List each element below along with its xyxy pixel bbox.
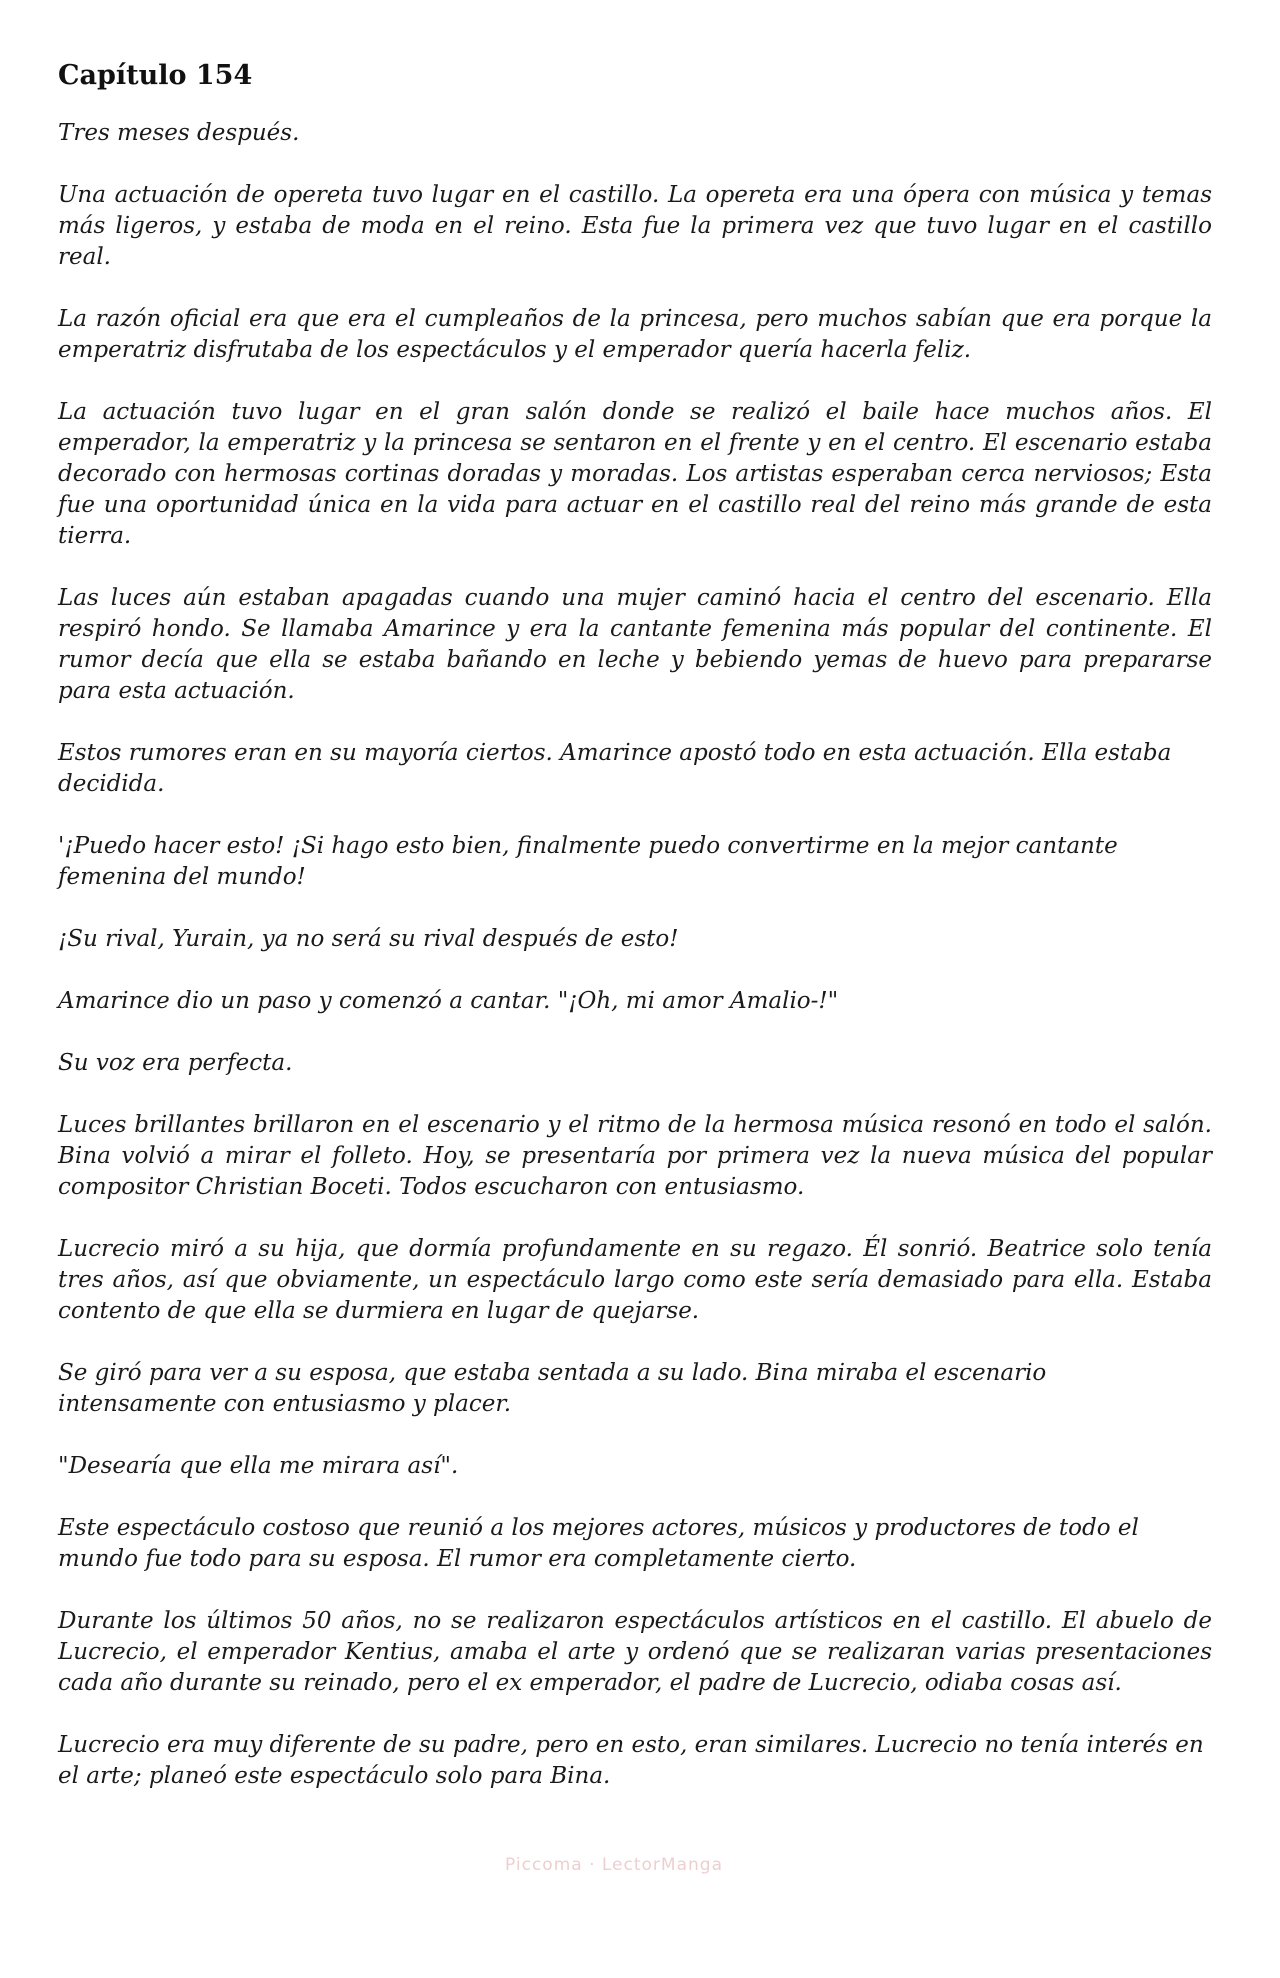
paragraph: La razón oficial era que era el cumpleaños de la princesa, pero muchos sabían que era porque la emperatriz disfrutaba de los espectáculos y el emperador quería hacerla feliz. bbox=[58, 306, 1212, 363]
paragraph: Lucrecio miró a su hija, que dormía profundamente en su regazo. Él sonrió. Beatrice solo tenía tres años, así que obviamente, un espectáculo largo como este sería demasiado para ella. Estaba contento de que ella se durmiera en lugar de quejarse. bbox=[58, 1236, 1212, 1324]
paragraph: "Desearía que ella me mirara así". bbox=[58, 1453, 459, 1479]
paragraph: ¡Su rival, Yurain, ya no será su rival después de esto! bbox=[58, 926, 679, 952]
paragraph: La actuación tuvo lugar en el gran salón donde se realizó el baile hace muchos años. El emperador, la emperatriz y la princesa se sentaron en el frente y en el centro. El escenario estaba decorado con hermosas cortinas doradas y moradas. Los artistas esperaban cerca nerviosos; Esta fue una oportunidad única en la vida para actuar en el castillo real del reino más grande de esta tierra. bbox=[58, 399, 1212, 549]
paragraph: Su voz era perfecta. bbox=[58, 1050, 293, 1076]
paragraph: Luces brillantes brillaron en el escenario y el ritmo de la hermosa música resonó en todo el salón. Bina volvió a mirar el folleto. Hoy, se presentaría por primera vez la nueva música del popular compositor Christian Boceti. Todos escucharon con entusiasmo. bbox=[58, 1112, 1212, 1200]
paragraph: Las luces aún estaban apagadas cuando una mujer caminó hacia el centro del escenario. Ella respiró hondo. Se llamaba Amarince y era la cantante femenina más popular del continente. El rumor decía que ella se estaba bañando en leche y bebiendo yemas de huevo para prepararse para esta actuación. bbox=[58, 585, 1212, 704]
paragraph: '¡Puedo hacer esto! ¡Si hago esto bien, finalmente puedo convertirme en la mejor cantante femenina del mundo! bbox=[58, 833, 1118, 890]
paragraph: Este espectáculo costoso que reunió a los mejores actores, músicos y productores de todo el mundo fue todo para su esposa. El rumor era completamente cierto. bbox=[58, 1515, 1139, 1572]
paragraph: Durante los últimos 50 años, no se realizaron espectáculos artísticos en el castillo. El abuelo de Lucrecio, el emperador Kentius, amaba el arte y ordenó que se realizaran varias presentaciones cada año durante su reinado, pero el ex emperador, el padre de Lucrecio, odiaba cosas así. bbox=[58, 1608, 1212, 1696]
paragraph: Amarince dio un paso y comenzó a cantar. "¡Oh, mi amor Amalio-!" bbox=[58, 988, 839, 1014]
watermark: Piccoma · LectorManga bbox=[505, 1855, 723, 1875]
chapter-page bbox=[58, 56, 1212, 1823]
chapter-title: Capítulo 154 bbox=[58, 60, 253, 91]
paragraph: Estos rumores eran en su mayoría ciertos. Amarince apostó todo en esta actuación. Ella estaba decidida. bbox=[58, 740, 1172, 797]
paragraph: Tres meses después. bbox=[58, 120, 300, 146]
paragraph: Lucrecio era muy diferente de su padre, pero en esto, eran similares. Lucrecio no tenía interés en el arte; planeó este espectáculo solo para Bina. bbox=[58, 1732, 1204, 1789]
paragraph: Una actuación de opereta tuvo lugar en el castillo. La opereta era una ópera con música y temas más ligeros, y estaba de moda en el reino. Esta fue la primera vez que tuvo lugar en el castillo real. bbox=[58, 182, 1212, 270]
paragraph: Se giró para ver a su esposa, que estaba sentada a su lado. Bina miraba el escenario intensamente con entusiasmo y placer. bbox=[58, 1360, 1047, 1417]
